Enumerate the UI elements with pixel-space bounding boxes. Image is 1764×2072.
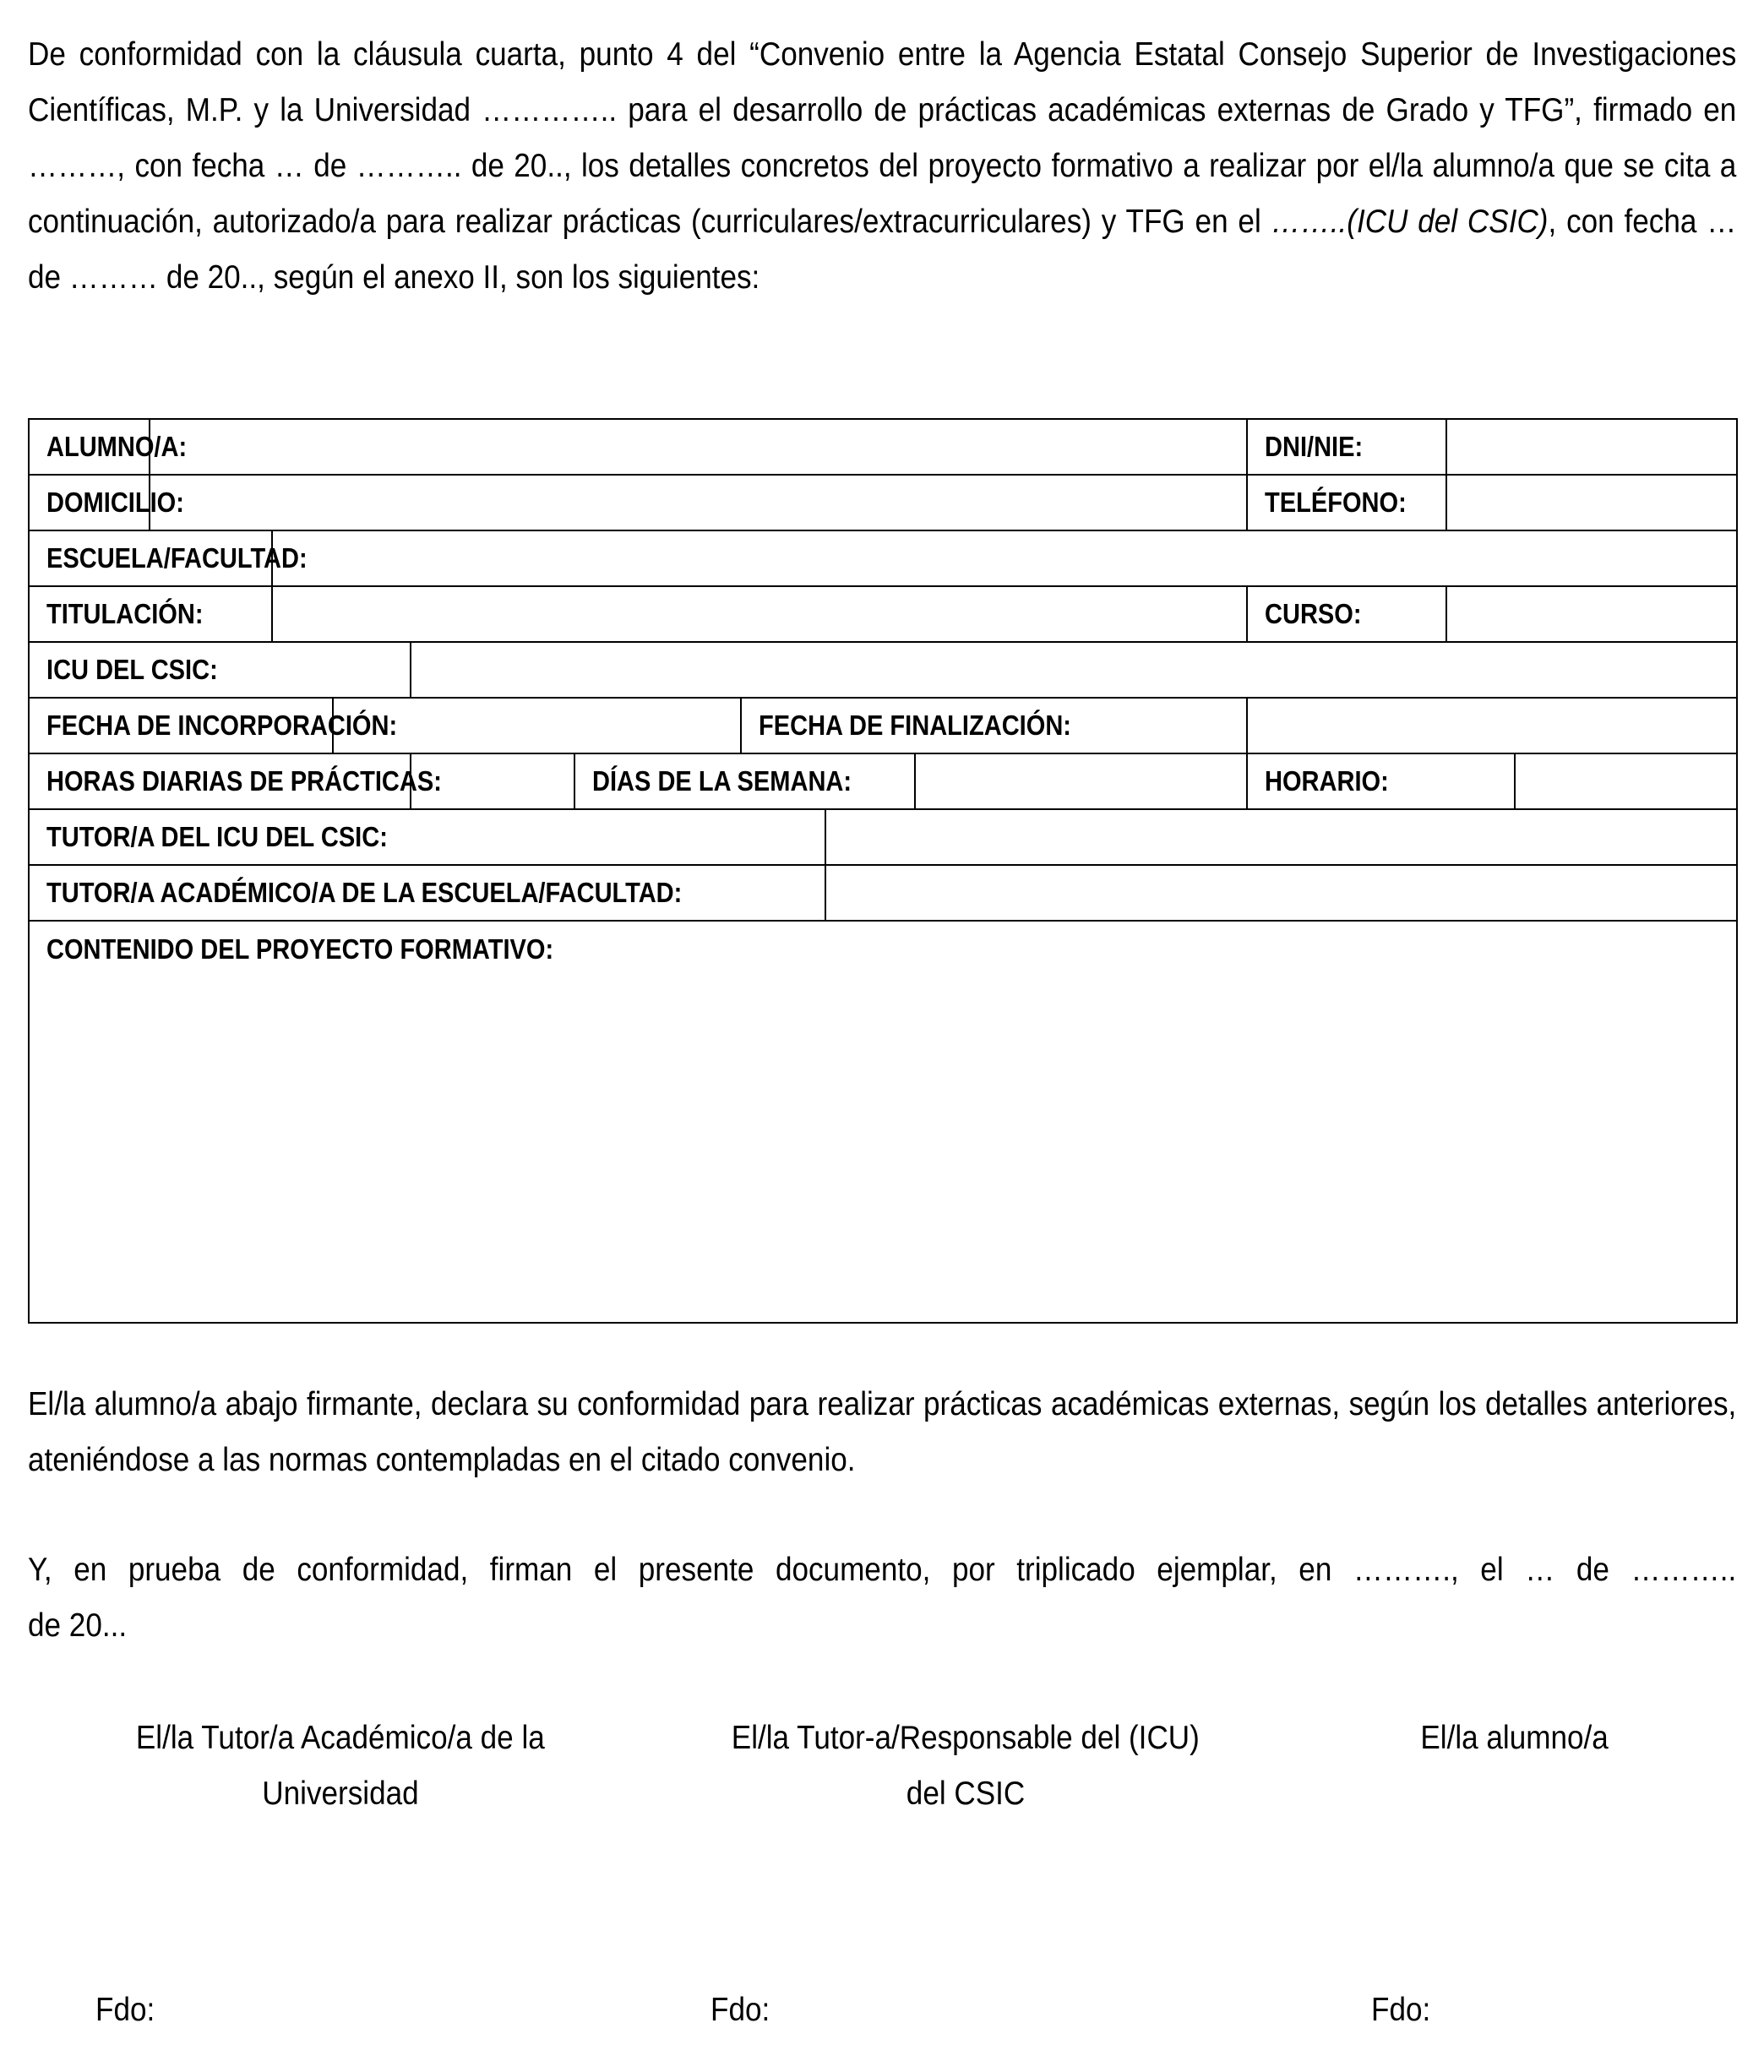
signature-tutor-academico-line1: El/la Tutor/a Académico/a de la — [136, 1720, 545, 1756]
row-escuela — [29, 530, 1737, 586]
escuela-field[interactable] — [272, 530, 1737, 586]
intro-text-part1: De conformidad con la cláusula cuarta, punto 4 del “Convenio entre la Agencia Estatal Consejo Superior de Investigaciones Científicas, M.P. y la Universidad ………….. para el desarrollo de prácticas académicas externas de Grado y TFG”, firmado en ………, con fecha … de ……….. de 20.., los detalles concretos del proyecto formativo a realizar por el/la alumno/a que se cita a continuación, autorizado/a para realizar prácticas (curriculares/extracurriculares) y TFG en el — [28, 36, 1737, 240]
fdo-tutor-academico: Fdo: — [95, 1992, 155, 2028]
fecha-finalizacion-field[interactable] — [1247, 698, 1737, 753]
row-fechas — [29, 698, 1737, 753]
horario-field[interactable] — [1515, 753, 1737, 809]
fdo-alumno: Fdo: — [1371, 1992, 1431, 2028]
row-contenido — [29, 921, 1737, 1323]
row-horario — [29, 753, 1737, 809]
intro-text-part2: , con fecha … de ……… de 20.., según el anexo II, son los siguientes: — [28, 204, 1737, 296]
tutor-academico-field[interactable] — [825, 865, 1737, 921]
signature-alumno — [1346, 1710, 1684, 1766]
signature-tutor-academico-line2: Universidad — [262, 1776, 419, 1812]
conformidad-paragraph: El/la alumno/a abajo firmante, declara su conformidad para realizar prácticas académicas externas, según los detalles anteriores, ateniéndose a las normas contempladas en el citado convenio. — [28, 1386, 1737, 1478]
curso-field[interactable] — [1446, 586, 1737, 642]
firma-line-2: de 20... — [28, 1607, 128, 1644]
row-tutor-icu — [29, 809, 1737, 865]
escuela-label: ESCUELA/FACULTAD: — [29, 530, 272, 586]
row-alumno — [29, 419, 1737, 475]
row-domicilio — [29, 475, 1737, 530]
dias-semana-field[interactable] — [915, 753, 1247, 809]
horas-diarias-label: HORAS DIARIAS DE PRÁCTICAS: — [29, 753, 411, 809]
intro-text-icu: ……..(ICU del CSIC) — [1271, 204, 1549, 240]
row-icu — [29, 642, 1737, 698]
intro-paragraph — [28, 27, 1736, 306]
fecha-finalizacion-label: FECHA DE FINALIZACIÓN: — [741, 698, 1247, 753]
signature-tutor-icu-line1: El/la Tutor-a/Responsable del (ICU) — [731, 1720, 1200, 1756]
telefono-field[interactable] — [1446, 475, 1737, 530]
icu-label: ICU DEL CSIC: — [29, 642, 411, 698]
row-titulacion — [29, 586, 1737, 642]
tutor-icu-field[interactable] — [825, 809, 1737, 865]
contenido-label: CONTENIDO DEL PROYECTO FORMATIVO: — [46, 933, 554, 965]
tutor-academico-label: TUTOR/A ACADÉMICO/A DE LA ESCUELA/FACULTAD: — [29, 865, 825, 921]
signature-alumno-line1: El/la alumno/a — [1420, 1720, 1609, 1756]
dias-semana-label: DÍAS DE LA SEMANA: — [574, 753, 915, 809]
telefono-label: TELÉFONO: — [1247, 475, 1446, 530]
titulacion-label: TITULACIÓN: — [29, 586, 272, 642]
domicilio-field[interactable] — [150, 475, 1247, 530]
firma-line-1: Y, en prueba de conformidad, firman el presente documento, por triplicado ejemplar, en ………., el … de ……….. — [28, 1552, 1737, 1588]
alumno-field[interactable] — [150, 419, 1247, 475]
alumno-label: ALUMNO/A: — [29, 419, 150, 475]
contenido-proyecto-area[interactable] — [29, 921, 1737, 1323]
signature-tutor-icu — [653, 1710, 1278, 1822]
icu-field[interactable] — [411, 642, 1737, 698]
titulacion-field[interactable] — [272, 586, 1247, 642]
tutor-icu-label: TUTOR/A DEL ICU DEL CSIC: — [29, 809, 825, 865]
dni-label: DNI/NIE: — [1247, 419, 1446, 475]
firma-paragraph — [28, 1542, 1736, 1654]
horario-label: HORARIO: — [1247, 753, 1515, 809]
domicilio-label: DOMICILIO: — [29, 475, 150, 530]
signature-tutor-icu-line2: del CSIC — [906, 1776, 1026, 1812]
row-tutor-academico — [29, 865, 1737, 921]
dni-field[interactable] — [1446, 419, 1737, 475]
fdo-tutor-icu: Fdo: — [710, 1992, 770, 2028]
signature-tutor-academico — [87, 1710, 594, 1822]
fecha-incorporacion-label: FECHA DE INCORPORACIÓN: — [29, 698, 333, 753]
curso-label: CURSO: — [1247, 586, 1446, 642]
student-data-table — [28, 418, 1738, 1324]
